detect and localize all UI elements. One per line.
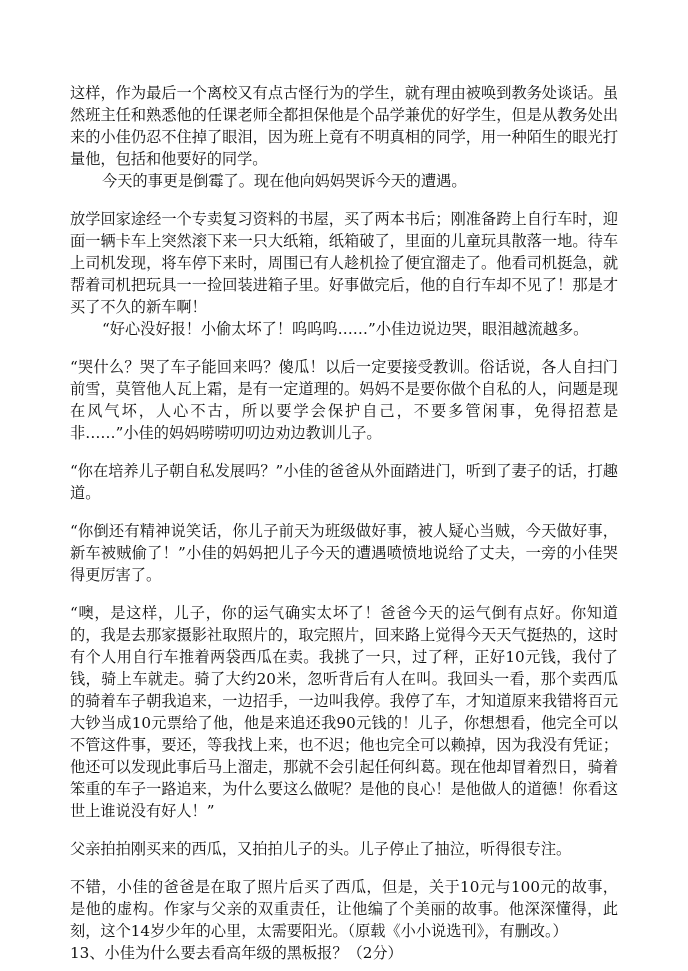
paragraph-1: 这样，作为最后一个离校又有点古怪行为的学生，就有理由被唤到教务处谈话。虽然班主任和熟悉他的任课老师全都担保他是个品学兼优的好学生，但是从教务处出来的小佳仍忍不住掉了眼泪，因为班上竟有不明真相的同学，用一种陌生的眼光打量他，包括和他要好的同学。	[70, 84, 618, 168]
paragraph-5: “哭什么？哭了车子能回来吗？傻瓜！以后一定要接受教训。俗话说，各人自扫门前雪，莫管他人瓦上霜，是有一定道理的。妈妈不是要你做个自私的人，问题是现在风气坏，人心不古，所以要学会保护自己，不要多管闲事，免得招惹是非……”小佳的妈妈唠唠叨叨边劝边教训儿子。	[70, 358, 618, 442]
paragraph-7: “你倒还有精神说笑话，你儿子前天为班级做好事，被人疑心当贼，今天做好事，新车被贼偷了！”小佳的妈妈把儿子今天的遭遇喷愤地说给了丈夫，一旁的小佳哭得更厉害了。	[70, 522, 618, 584]
paragraph-9: 父亲拍拍刚买来的西瓜，又拍拍儿子的头。儿子停止了抽泣，听得很专注。	[70, 840, 572, 858]
paragraph-2: 今天的事更是倒霉了。现在他向妈妈哭诉今天的遭遇。	[102, 172, 467, 190]
paragraph-3: 放学回家途经一个专卖复习资料的书屋，买了两本书后；刚准备跨上自行车时，迎面一辆卡车上突然滚下来一只大纸箱，纸箱破了，里面的儿童玩具散落一地。待车上司机发现，将车停下来时，周围已有人趁机捡了便宜溜走了。他看司机挺急，就帮着司机把玩具一一捡回装进箱子里。好事做完后，他的自行车却不见了！那是才买了不久的新车啊！	[70, 210, 618, 316]
paragraph-6: “你在培养儿子朝自私发展吗？”小佳的爸爸从外面踏进门，听到了妻子的话，打趣道。	[70, 462, 618, 502]
paragraph-4: “好心没好报！小偷太坏了！呜呜呜……”小佳边说边哭，眼泪越流越多。	[102, 320, 589, 338]
paragraph-10: 不错，小佳的爸爸是在取了照片后买了西瓜，但是，关于10元与100元的故事，是他的虚构。作家与父亲的双重责任，让他编了个美丽的故事。他深深懂得，此刻，这个14岁少年的心里，太需要阳光。（原载《小小说选刊》，有删改。）	[70, 878, 618, 940]
document-page	[70, 82, 618, 964]
paragraph-8: “噢，是这样，儿子，你的运气确实太坏了！爸爸今天的运气倒有点好。你知道的，我是去那家摄影社取照片的，取完照片，回来路上觉得今天天气挺热的，这时有个人用自行车推着两袋西瓜在卖。我挑了一只，过了秤，正好10元钱，我付了钱，骑上车就走。骑了大约20米，忽听背后有人在叫。我回头一看，那个卖西瓜的骑着车子朝我追来，一边招手，一边叫我停。我停了车，才知道原来我错将百元大钞当成10元票给了他，他是来追还我90元钱的！儿子，你想想看，他完全可以不管这件事，要还，等我找上来，也不迟；他也完全可以赖掉，因为我没有凭证；他还可以发现此事后马上溜走，那就不会引起任何纠葛。现在他却冒着烈日，骑着笨重的车子一路追来，为什么要这么做呢？是他的良心！是他做人的道德！你看这世上谁说没有好人！”	[70, 604, 618, 820]
question-13: 13、小佳为什么要去看高年级的黑板报？（2分）	[70, 944, 403, 962]
